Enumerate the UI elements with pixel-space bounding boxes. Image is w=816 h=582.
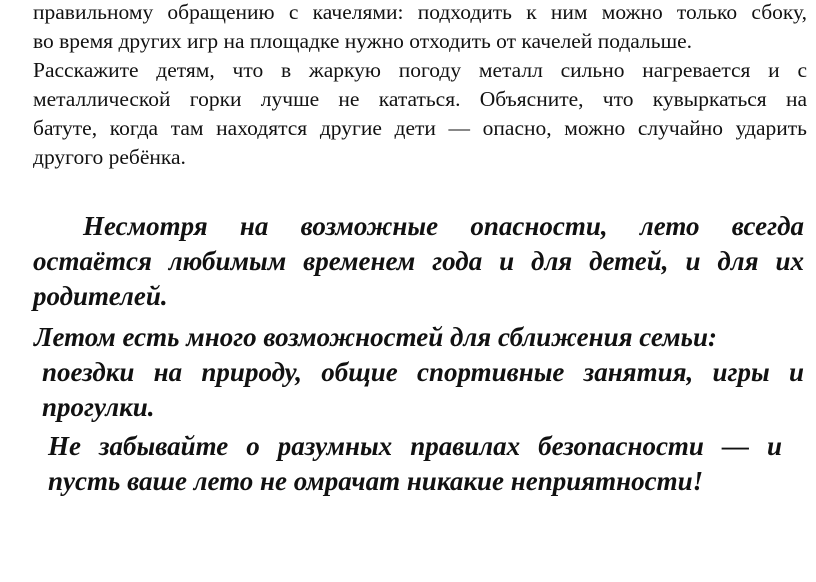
closing-paragraph-dangers [33,209,804,314]
closing-paragraph-family [34,320,800,355]
closing-dangers-line-2: остаётся любимым временем года и для детей, и для их [33,246,804,276]
paragraph-heat-line-4: другого ребёнка. [33,145,186,169]
closing-paragraph-safety [48,429,782,499]
paragraph-swings-line-2: во время других игр на площадке нужно отходить от качелей подальше. [33,29,693,53]
closing-safety-line-1: Не забывайте о разумных правилах безопасности — и [48,431,782,461]
closing-paragraph-family-cont [42,355,804,425]
paragraph-swings-line-1: правильному обращению с качелями: подходить к ним можно только сбоку, [33,0,807,24]
paragraph-heat-line-3: батуте, когда там находятся другие дети — опасно, можно случайно ударить [33,116,807,140]
closing-dangers-line-1: Несмотря на возможные опасности, лето всегда [83,211,804,241]
closing-family-line-3: прогулки. [42,392,155,422]
paragraph-heat-line-1: Расскажите детям, что в жаркую погоду металл сильно нагревается и с [33,58,807,82]
closing-family-line-1: Летом есть много возможностей для сближения семьи: [34,322,718,352]
closing-dangers-line-3: родителей. [33,281,168,311]
paragraph-swings [33,0,807,56]
closing-family-line-2: поездки на природу, общие спортивные занятия, игры и [42,357,804,387]
paragraph-heat-line-2: металлической горки лучше не кататься. Объясните, что кувыркаться на [33,87,807,111]
paragraph-heat-trampoline [33,56,807,172]
closing-safety-line-2: пусть ваше лето не омрачат никакие неприятности! [48,466,704,496]
